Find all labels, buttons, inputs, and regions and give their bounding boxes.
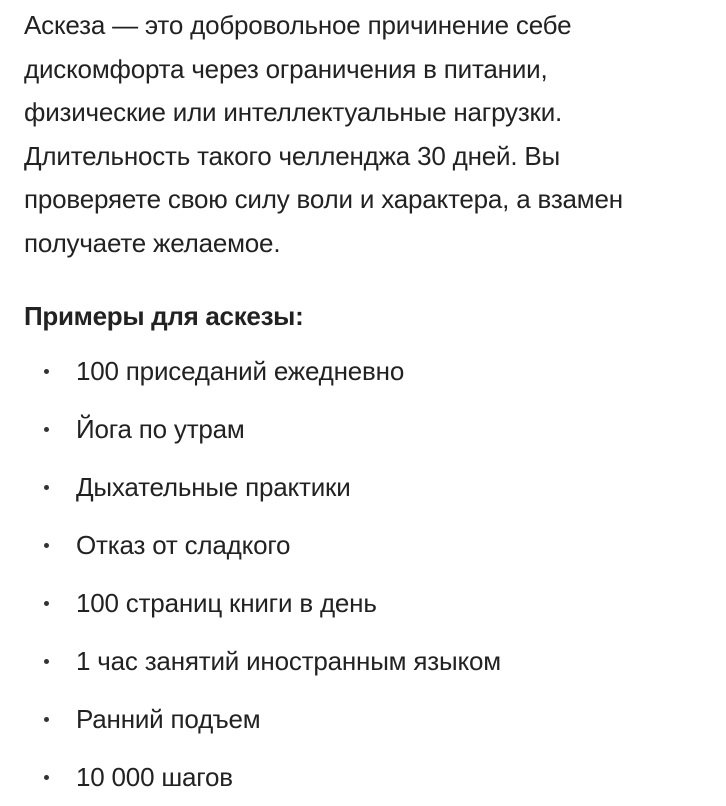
list-item: [24, 458, 714, 516]
intro-line: дискомфорта через ограничения в питании,: [24, 53, 548, 84]
list-item: [24, 632, 714, 690]
examples-heading: Примеры для аскезы:: [24, 301, 304, 331]
examples-list: [24, 342, 714, 806]
list-item: [24, 400, 714, 458]
intro-line: Аскеза — это добровольное причинение себе: [24, 10, 572, 40]
list-item: [24, 690, 714, 748]
list-item: [24, 574, 714, 632]
intro-paragraph: [24, 0, 724, 265]
list-item-text: Дыхательные практики: [76, 471, 351, 502]
list-item: [24, 748, 714, 806]
intro-line: Длительность такого челленджа 30 дней. Вы: [24, 140, 561, 171]
bullet-icon: [44, 485, 49, 490]
list-item-text: Ранний подъем: [76, 703, 261, 734]
intro-line: получаете желаемое.: [24, 227, 281, 258]
list-item: [24, 342, 714, 400]
bullet-icon: [44, 543, 49, 548]
list-item-text: 100 приседаний ежедневно: [76, 355, 405, 386]
bullet-icon: [44, 601, 49, 606]
bullet-icon: [44, 775, 49, 780]
list-item-text: 10 000 шагов: [76, 761, 233, 792]
bullet-icon: [44, 369, 49, 374]
bullet-icon: [44, 427, 49, 432]
list-item-text: Йога по утрам: [76, 413, 245, 444]
bullet-icon: [44, 659, 49, 664]
intro-line: физические или интеллектуальные нагрузки.: [24, 97, 563, 127]
intro-line: проверяете свою силу воли и характера, а взамен: [24, 184, 623, 214]
list-item: [24, 516, 714, 574]
bullet-icon: [44, 717, 49, 722]
list-item-text: 100 страниц книги в день: [76, 587, 377, 618]
list-item-text: Отказ от сладкого: [76, 529, 291, 560]
list-item-text: 1 час занятий иностранным языком: [76, 645, 501, 676]
